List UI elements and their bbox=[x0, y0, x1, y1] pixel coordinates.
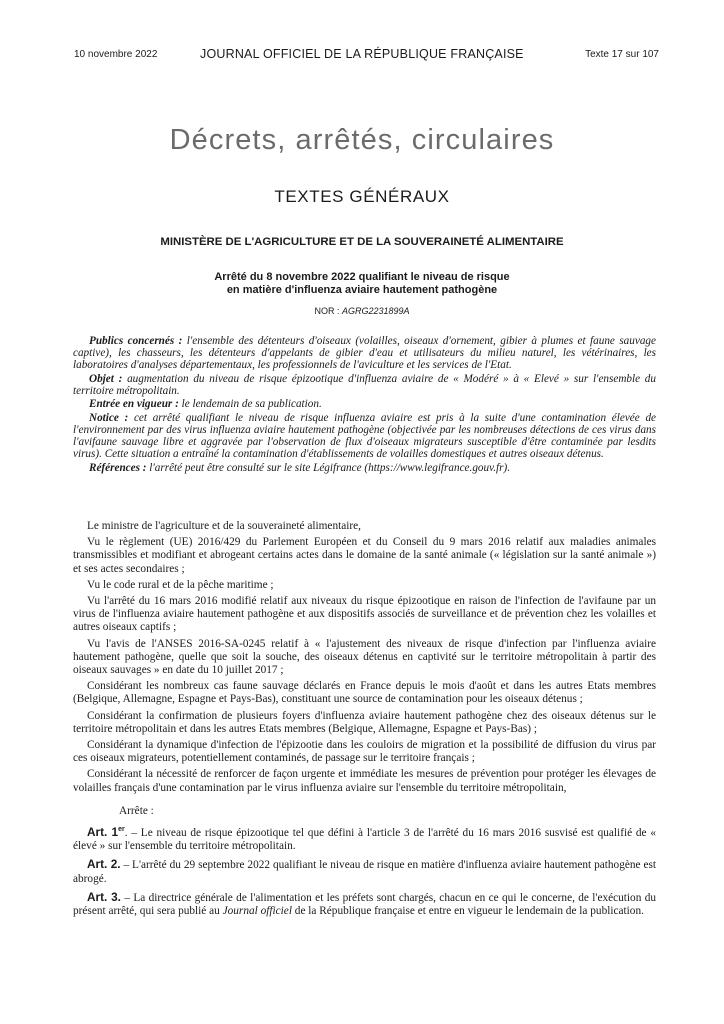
summary-entree bbox=[73, 398, 656, 410]
visa-paragraph: Vu l'avis de l'ANSES 2016-SA-0245 relatif à « l'ajustement des niveaux de risque d'infection par l'influenza aviaire hautement pathogène, quelle que soit la souche, des oiseaux détenus en captivité sur le territoire métropolitain à partir des oiseaux sauvages » en date du 10 juillet 2017 ; bbox=[73, 637, 656, 677]
article-1-text: . – Le niveau de risque épizootique tel que défini à l'article 3 de l'arrêté du 16 mars 2016 susvisé est qualifié de « élevé » sur l'ensemble du territoire métropolitain. bbox=[73, 827, 656, 853]
publics-text: l'ensemble des détenteurs d'oiseaux (volailles, oiseaux d'ornement, gibier à plumes et faune sauvage captive), les chasseurs, les détenteurs d'appelants de gibier d'eau et utilisateurs du milieu naturel, les vétérinaires, les laboratoires d'analyses départementaux, les professionnels de l'aviculture et les services de l'Etat. bbox=[73, 335, 656, 372]
decree-title-line2: en matière d'influenza aviaire hautement pathogène bbox=[226, 284, 498, 296]
running-header bbox=[74, 48, 659, 62]
article-2-label: Art. 2. bbox=[87, 857, 121, 872]
header-date: 10 novembre 2022 bbox=[74, 49, 158, 60]
considerant-paragraph: Considérant la dynamique d'infection de l'épizootie dans les couloirs de migration et la possibilité de diffusion du virus par ces oiseaux migrateurs, potentiellement contaminés, de passage sur le territoire français ; bbox=[73, 739, 656, 765]
article-3-text-b: de la République française et entre en vigueur le lendemain de la publication. bbox=[291, 905, 644, 918]
considerant-paragraph: Considérant les nombreux cas faune sauvage déclarés en France depuis le mois d'août et dans les autres Etats membres (Belgique, Allemagne, Espagne et Pays-Bas), constituant une source de contamination pour les oiseaux détenus ; bbox=[73, 680, 656, 706]
nor-reference bbox=[0, 306, 724, 316]
summary-objet bbox=[73, 373, 656, 397]
references-text: l'arrêté peut être consulté sur le site Légifrance (https://www.legifrance.gouv.fr). bbox=[146, 461, 511, 474]
article-1 bbox=[73, 826, 656, 853]
considerant-paragraph: Considérant la confirmation de plusieurs foyers d'influenza aviaire hautement pathogène chez des oiseaux détenus sur le territoire métropolitain et dans les autres Etats membres (Belgique, Allemagne, Espagne et Pays-Bas) ; bbox=[73, 709, 656, 735]
references-label: Références : bbox=[89, 461, 147, 474]
decree-body bbox=[73, 520, 656, 923]
notice-text: cet arrêté qualifiant le niveau de risque influenza aviaire est pris à la suite d'une contamination élevée de l'environnement par des virus influenza aviaire hautement pathogène (objectivée par les nombreuses détections de ces virus dans l'avifaune sauvage libre et aggravée par l'observation de flux d'oiseaux migrateurs susceptible d'être contaminée par lesdits virus). Cette situation a entraîné la contamination d'établissements de volailles domestiques et autres oiseaux détenus. bbox=[73, 412, 656, 461]
objet-label: Objet : bbox=[89, 372, 123, 385]
section-subtitle: TEXTES GÉNÉRAUX bbox=[274, 187, 450, 206]
visa-paragraph: Vu l'arrêté du 16 mars 2016 modifié relatif aux niveaux du risque épizootique en raison de l'infection de l'avifaune par un virus de l'influenza aviaire hautement pathogène et aux dispositifs associés de surveillance et de prévention chez les volailles et autres oiseaux captifs ; bbox=[73, 595, 656, 634]
summary-block bbox=[73, 335, 656, 476]
summary-references bbox=[73, 462, 656, 474]
nor-code: AGRG2231899A bbox=[341, 306, 410, 316]
intro-paragraph: Le ministre de l'agriculture et de la souveraineté alimentaire, bbox=[87, 520, 361, 532]
article-1-label: Art. 1er bbox=[87, 825, 125, 840]
visa-paragraph: Vu le code rural et de la pêche maritime ; bbox=[87, 578, 274, 591]
header-journal-name: JOURNAL OFFICIEL DE LA RÉPUBLIQUE FRANÇAISE bbox=[200, 47, 524, 61]
article-3 bbox=[73, 891, 656, 918]
header-page-ref: Texte 17 sur 107 bbox=[585, 49, 659, 60]
article-2 bbox=[73, 858, 656, 885]
article-2-text: – L'arrêté du 29 septembre 2022 qualifiant le niveau de risque en matière d'influenza aviaire hautement pathogène est abrogé. bbox=[73, 859, 656, 885]
journal-officiel-italic: Journal officiel bbox=[222, 905, 292, 918]
considerant-paragraph: Considérant la nécessité de renforcer de façon urgente et immédiate les mesures de prévention pour protéger les élevages de volailles français d'une contamination par le virus influenza aviaire sur l'ensemble du territoire métropolitain, bbox=[73, 768, 656, 794]
article-3-text-a: – La directrice générale de l'alimentation et les préfets sont chargés, chacun en ce qui le concerne, de l'exécution du présent arrêté, qui sera publié au bbox=[73, 891, 656, 918]
visa-paragraph: Vu le règlement (UE) 2016/429 du Parlement Européen et du Conseil du 9 mars 2016 relatif aux maladies animales transmissibles et modifiant et abrogeant certains actes dans le domaine de la santé animale (« législation sur la santé animale ») et ses actes secondaires ; bbox=[73, 536, 656, 575]
article-3-label: Art. 3. bbox=[87, 889, 121, 904]
entree-label: Entrée en vigueur : bbox=[89, 398, 179, 411]
entree-text: le lendemain de sa publication. bbox=[178, 398, 322, 411]
objet-text: augmentation du niveau de risque épizootique d'influenza aviaire de « Modéré » à « Elevé » sur l'ensemble du territoire métropolitain. bbox=[73, 372, 656, 397]
decree-title-line1: Arrêté du 8 novembre 2022 qualifiant le niveau de risque bbox=[214, 271, 510, 283]
section-title: Décrets, arrêtés, circulaires bbox=[169, 124, 555, 156]
nor-label: NOR : bbox=[314, 306, 342, 316]
summary-publics bbox=[73, 335, 656, 371]
notice-label: Notice : bbox=[89, 412, 129, 425]
summary-notice bbox=[73, 412, 656, 460]
ministry-heading: MINISTÈRE DE L'AGRICULTURE ET DE LA SOUVERAINETÉ ALIMENTAIRE bbox=[160, 236, 564, 248]
article-1-sup: er bbox=[118, 826, 125, 834]
arrete-heading: Arrête : bbox=[119, 804, 154, 817]
decree-title bbox=[0, 271, 724, 297]
publics-label: Publics concernés : bbox=[89, 335, 183, 347]
